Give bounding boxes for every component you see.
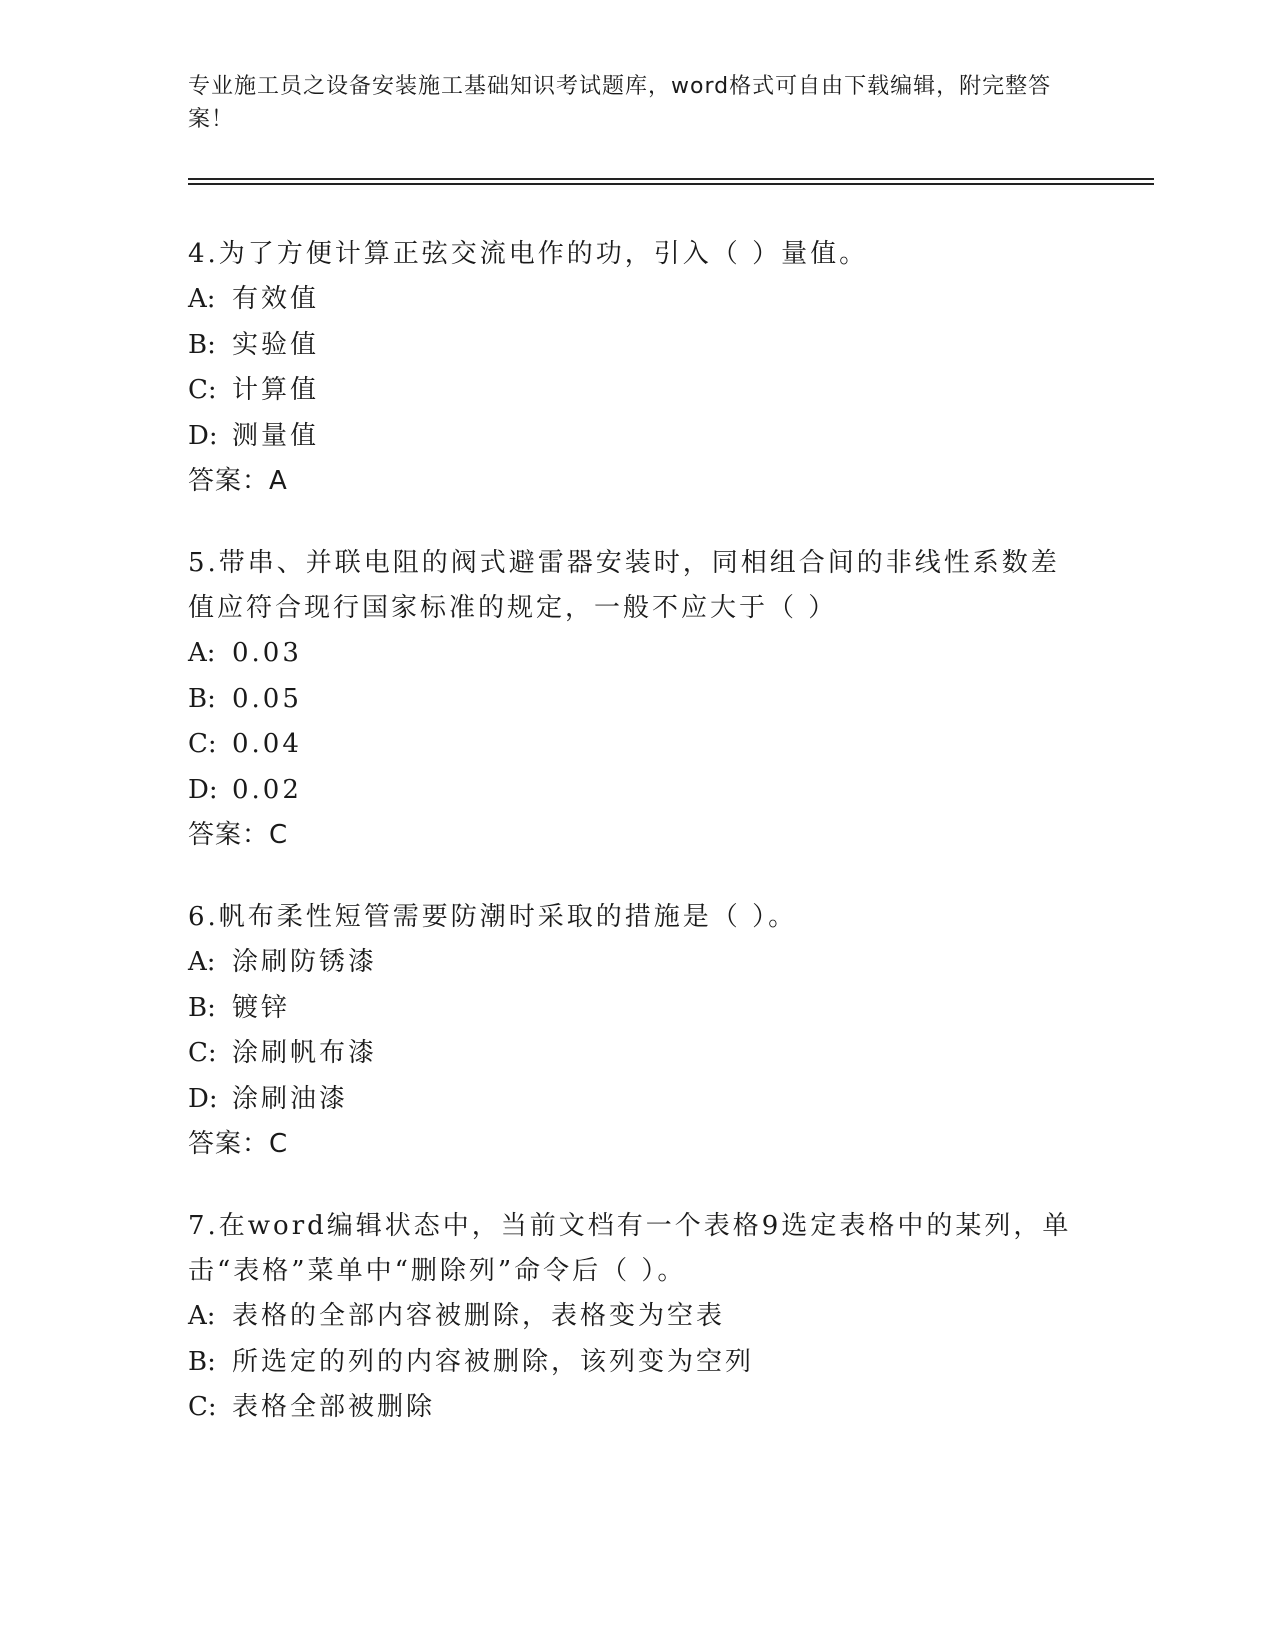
question-list	[188, 232, 1088, 1468]
option-letter: C:	[188, 729, 217, 759]
option-a	[188, 940, 1088, 986]
option-d	[188, 768, 1088, 814]
option-text: 0.03	[232, 638, 302, 668]
option-b	[188, 986, 1088, 1032]
question-4	[188, 232, 1088, 504]
option-c	[188, 368, 1088, 414]
answer-line: 答案：A	[188, 466, 288, 496]
option-letter: B:	[188, 992, 216, 1023]
option-letter: B:	[188, 329, 216, 360]
option-text: 镀锌	[232, 992, 291, 1023]
option-letter: A:	[188, 638, 216, 668]
option-text: 表格全部被删除	[232, 1392, 436, 1422]
option-text: 涂刷油漆	[232, 1083, 349, 1114]
option-letter: B:	[188, 1346, 216, 1377]
header-divider-bottom	[188, 183, 1154, 185]
answer-line: 答案：C	[188, 1129, 289, 1159]
question-stem: 4.为了方便计算正弦交流电作的功，引入（ ）量值。	[188, 239, 869, 269]
option-b	[188, 1340, 1088, 1386]
option-text: 计算值	[232, 375, 320, 405]
question-6	[188, 895, 1088, 1167]
option-text: 有效值	[232, 284, 320, 314]
option-c	[188, 722, 1088, 768]
option-letter: A:	[188, 947, 216, 977]
option-letter: D:	[188, 420, 218, 451]
question-stem: 6.帆布柔性短管需要防潮时采取的措施是（ ）。	[188, 902, 798, 932]
option-text: 涂刷防锈漆	[232, 947, 378, 977]
option-d	[188, 1077, 1088, 1123]
option-a	[188, 277, 1088, 323]
option-letter: A:	[188, 284, 216, 314]
option-a	[188, 1294, 1088, 1340]
option-text: 所选定的列的内容被删除，该列变为空列	[232, 1346, 755, 1377]
document-header: 专业施工员之设备安装施工基础知识考试题库，word格式可自由下载编辑，附完整答案！	[188, 74, 1052, 132]
option-text: 表格的全部内容被删除，表格变为空表	[232, 1301, 726, 1331]
option-a	[188, 631, 1088, 677]
option-letter: D:	[188, 1083, 218, 1114]
option-b	[188, 323, 1088, 369]
option-c	[188, 1031, 1088, 1077]
option-letter: C:	[188, 375, 217, 405]
option-text: 涂刷帆布漆	[232, 1038, 378, 1068]
question-7	[188, 1204, 1088, 1431]
option-b	[188, 677, 1088, 723]
option-letter: A:	[188, 1301, 216, 1331]
option-letter: B:	[188, 683, 216, 714]
header-divider-top	[188, 178, 1154, 180]
option-letter: C:	[188, 1392, 217, 1422]
question-stem: 7.在word编辑状态中，当前文档有一个表格9选定表格中的某列，单击“表格”菜单中“删除列”命令后（ ）。	[188, 1211, 1072, 1286]
option-text: 0.02	[232, 774, 302, 805]
option-d	[188, 414, 1088, 460]
option-text: 实验值	[232, 329, 320, 360]
question-stem: 5.带串、并联电阻的阀式避雷器安装时，同相组合间的非线性系数差值应符合现行国家标准的规定，一般不应大于（ ）	[188, 548, 1060, 623]
option-text: 0.04	[232, 729, 302, 759]
answer-line: 答案：C	[188, 820, 289, 850]
option-text: 测量值	[232, 420, 320, 451]
option-letter: C:	[188, 1038, 217, 1068]
option-letter: D:	[188, 774, 218, 805]
option-c	[188, 1385, 1088, 1431]
option-text: 0.05	[232, 683, 302, 714]
question-5	[188, 541, 1088, 858]
